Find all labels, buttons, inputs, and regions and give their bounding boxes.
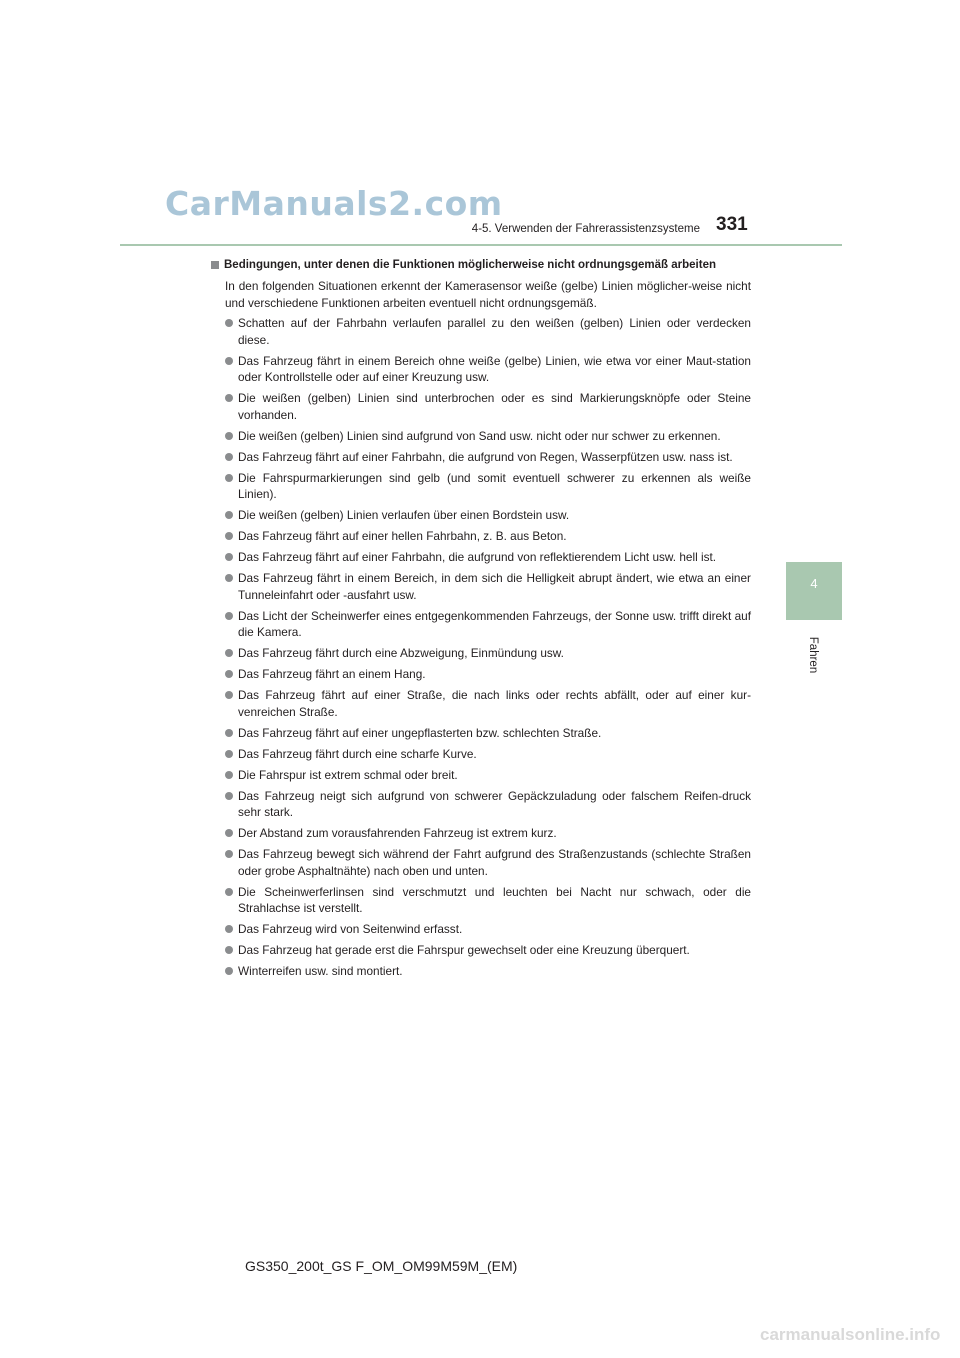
circle-bullet-icon: [225, 553, 233, 561]
list-item-text: Der Abstand zum vorausfahrenden Fahrzeug ist extrem kurz.: [238, 826, 557, 840]
list-item: [225, 921, 751, 938]
chapter-label-text: Fahren: [807, 636, 819, 674]
list-item: [225, 825, 751, 842]
list-item: [225, 687, 751, 720]
circle-bullet-icon: [225, 670, 233, 678]
circle-bullet-icon: [225, 925, 233, 933]
circle-bullet-icon: [225, 357, 233, 365]
circle-bullet-icon: [225, 771, 233, 779]
circle-bullet-icon: [225, 474, 233, 482]
main-content: [211, 257, 751, 984]
list-item: [225, 666, 751, 683]
document-code: GS350_200t_GS F_OM_OM99M59M_(EM): [245, 1258, 518, 1274]
square-bullet-icon: [211, 261, 219, 269]
circle-bullet-icon: [225, 649, 233, 657]
list-item: [225, 449, 751, 466]
section-heading: [211, 257, 751, 273]
list-item-text: Das Fahrzeug fährt auf einer ungepflasterten bzw. schlechten Straße.: [238, 725, 602, 740]
circle-bullet-icon: [225, 792, 233, 800]
list-item-text: Die weißen (gelben) Linien sind unterbrochen oder es sind Markierungsknöpfe oder Steine vorhanden.: [238, 391, 751, 422]
list-item: [225, 725, 751, 742]
list-item: [225, 963, 751, 980]
list-item: [225, 645, 751, 662]
chapter-label: [793, 625, 833, 685]
circle-bullet-icon: [225, 829, 233, 837]
list-item-text: Das Fahrzeug fährt an einem Hang.: [238, 667, 426, 681]
list-item-text: Die Scheinwerferlinsen sind verschmutzt und leuchten bei Nacht nur schwach, oder die Strahlachse ist verstellt.: [238, 884, 751, 915]
list-item-text: Das Fahrzeug neigt sich aufgrund von schwerer Gepäckzuladung oder falschem Reifen-druck sehr stark.: [238, 788, 751, 819]
circle-bullet-icon: [225, 574, 233, 582]
list-item-text: Das Fahrzeug fährt auf einer Fahrbahn, die aufgrund von Regen, Wasserpfützen usw. nass ist.: [238, 449, 733, 464]
list-item-text: Das Fahrzeug wird von Seitenwind erfasst.: [238, 922, 463, 936]
chapter-tab: [786, 562, 842, 620]
list-item-text: Das Fahrzeug fährt auf einer hellen Fahrbahn, z. B. aus Beton.: [238, 529, 567, 543]
circle-bullet-icon: [225, 532, 233, 540]
list-item: [225, 570, 751, 603]
list-item-text: Das Licht der Scheinwerfer eines entgegenkommenden Fahrzeugs, der Sonne usw. trifft direkt auf die Kamera.: [238, 608, 751, 639]
watermark: carmanualsonline.info: [760, 1325, 941, 1344]
circle-bullet-icon: [225, 888, 233, 896]
list-item: [225, 846, 751, 879]
list-item: [225, 528, 751, 545]
intro-paragraph: In den folgenden Situationen erkennt der Kamerasensor weiße (gelbe) Linien möglicher-weise nicht und verschiedene Funktionen arbeiten eventuell nicht ordnungsgemäß.: [225, 279, 751, 310]
list-item-text: Winterreifen usw. sind montiert.: [238, 964, 403, 978]
list-item: [225, 788, 751, 821]
list-item: [225, 353, 751, 386]
chapter-number: 4: [810, 576, 818, 591]
list-item: [225, 549, 751, 566]
list-item-text: Die Fahrspurmarkierungen sind gelb (und somit eventuell schwerer zu erkennen als weiße Linien).: [238, 470, 751, 501]
list-item-text: Das Fahrzeug hat gerade erst die Fahrspur gewechselt oder eine Kreuzung überquert.: [238, 943, 690, 957]
condition-list: [211, 315, 751, 980]
list-item: [225, 608, 751, 641]
list-item-text: Die weißen (gelben) Linien verlaufen über einen Bordstein usw.: [238, 508, 570, 522]
circle-bullet-icon: [225, 319, 233, 327]
list-item-text: Das Fahrzeug fährt in einem Bereich, in dem sich die Helligkeit abrupt ändert, wie etwa an einer Tunneleinfahrt oder -ausfahrt usw.: [238, 571, 751, 602]
list-item-text: Das Fahrzeug fährt auf einer Straße, die nach links oder rechts abfällt, oder auf einer kur-venreichen Straße.: [238, 688, 751, 719]
list-item: [225, 315, 751, 348]
circle-bullet-icon: [225, 432, 233, 440]
header-divider: [120, 244, 842, 246]
list-item-text: Das Fahrzeug fährt durch eine Abzweigung, Einmündung usw.: [238, 646, 564, 660]
carmanuals-logo: CarManuals2.com: [165, 184, 503, 223]
circle-bullet-icon: [225, 850, 233, 858]
list-item: [225, 470, 751, 503]
page-number: 331: [716, 214, 748, 235]
list-item: [225, 507, 751, 524]
list-item-text: Schatten auf der Fahrbahn verlaufen parallel zu den weißen (gelben) Linien oder verdecken diese.: [238, 316, 751, 347]
list-item: [225, 390, 751, 423]
section-heading-text: Bedingungen, unter denen die Funktionen möglicherweise nicht ordnungsgemäß arbeiten: [224, 259, 716, 271]
list-item: [225, 428, 751, 445]
list-item-text: Das Fahrzeug fährt in einem Bereich ohne weiße (gelbe) Linien, wie etwa vor einer Maut-station oder Kontrollstelle oder auf einer Kreuzung usw.: [238, 353, 751, 384]
list-item-text: Die weißen (gelben) Linien sind aufgrund von Sand usw. nicht oder nur schwer zu erkennen.: [238, 428, 721, 443]
list-item: [225, 884, 751, 917]
circle-bullet-icon: [225, 729, 233, 737]
circle-bullet-icon: [225, 967, 233, 975]
list-item-text: Das Fahrzeug fährt auf einer Fahrbahn, die aufgrund von reflektierendem Licht usw. hell ist.: [238, 550, 717, 564]
circle-bullet-icon: [225, 394, 233, 402]
section-title: 4-5. Verwenden der Fahrerassistenzsysteme: [471, 223, 700, 235]
list-item: [225, 746, 751, 763]
circle-bullet-icon: [225, 511, 233, 519]
circle-bullet-icon: [225, 946, 233, 954]
circle-bullet-icon: [225, 612, 233, 620]
list-item-text: Das Fahrzeug fährt durch eine scharfe Kurve.: [238, 746, 477, 761]
circle-bullet-icon: [225, 453, 233, 461]
list-item-text: Das Fahrzeug bewegt sich während der Fahrt aufgrund des Straßenzustands (schlechte Straßen oder grobe Asphaltnähte) nach oben und unten.: [238, 847, 751, 878]
list-item: [225, 767, 751, 784]
list-item: [225, 942, 751, 959]
circle-bullet-icon: [225, 750, 233, 758]
list-item-text: Die Fahrspur ist extrem schmal oder breit.: [238, 767, 458, 782]
circle-bullet-icon: [225, 691, 233, 699]
